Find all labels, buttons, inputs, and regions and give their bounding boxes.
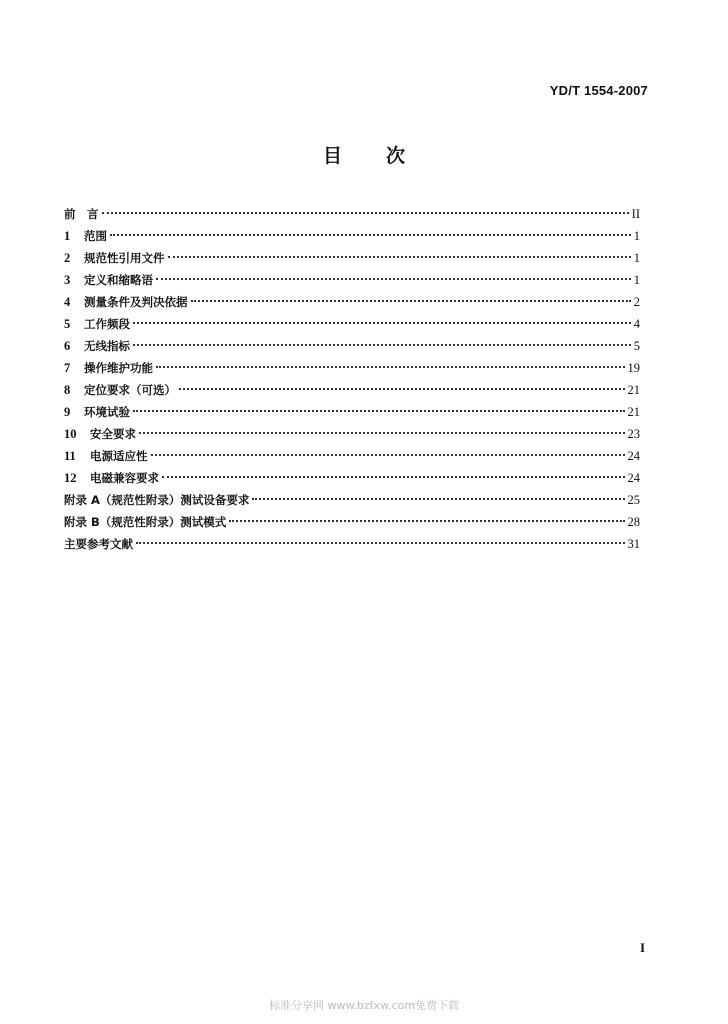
toc-entry-label: 附录 B（规范性附录）测试模式 (64, 515, 227, 529)
toc-entry-appendix-a[interactable] (64, 489, 640, 511)
toc-entry-label: 规范性引用文件 (84, 251, 165, 265)
toc-entry-number: 3 (64, 273, 71, 287)
toc-entry-page: 24 (627, 449, 640, 463)
toc-entry-page: 19 (627, 361, 640, 375)
toc-entry-page: 1 (633, 229, 640, 243)
toc-entry-page: 1 (633, 251, 640, 265)
toc-entry-page: 4 (633, 317, 640, 331)
toc-entry-10[interactable] (64, 423, 640, 445)
toc-entry-number: 10 (64, 427, 77, 441)
toc-entry-number: 8 (64, 383, 71, 397)
toc-entry-7[interactable] (64, 357, 640, 379)
toc-entry-label: 操作维护功能 (84, 361, 153, 375)
toc-entry-label: 安全要求 (90, 427, 136, 441)
table-of-contents (64, 203, 640, 555)
toc-leader-dots (168, 255, 631, 258)
toc-entry-number: 2 (64, 251, 71, 265)
toc-leader-dots (110, 233, 631, 236)
toc-entry-number: 9 (64, 405, 71, 419)
toc-leader-dots (133, 321, 631, 324)
toc-entry-page: 25 (627, 493, 640, 507)
toc-entry-page: 23 (627, 427, 640, 441)
toc-entry-page: 31 (627, 537, 640, 551)
toc-entry-number: 7 (64, 361, 71, 375)
toc-entry-page: 21 (627, 383, 640, 397)
toc-entry-label: 附录 A（规范性附录）测试设备要求 (64, 493, 250, 507)
toc-leader-dots (191, 299, 631, 302)
toc-entry-foreword[interactable] (64, 203, 640, 225)
toc-entry-page: 2 (633, 295, 640, 309)
toc-entry-appendix-b[interactable] (64, 511, 640, 533)
toc-leader-dots (136, 541, 625, 544)
toc-entry-label: 前 言 (64, 207, 99, 221)
toc-entry-label: 定义和缩略语 (84, 273, 153, 287)
toc-entry-number: 5 (64, 317, 71, 331)
toc-leader-dots (139, 431, 625, 434)
toc-entry-label: 测量条件及判决依据 (84, 295, 188, 309)
toc-entry-9[interactable] (64, 401, 640, 423)
toc-entry-page: 21 (627, 405, 640, 419)
toc-entry-label: 电源适应性 (90, 449, 148, 463)
watermark-text: 标准分享网 www.bzfxw.com免费下载 (268, 999, 460, 1012)
standard-code: YD/T 1554-2007 (549, 83, 648, 98)
toc-leader-dots (151, 453, 625, 456)
toc-entry-page: 1 (633, 273, 640, 287)
toc-leader-dots (229, 519, 624, 522)
toc-entry-references[interactable] (64, 533, 640, 555)
toc-leader-dots (252, 497, 624, 500)
toc-entry-number: 1 (64, 229, 71, 243)
toc-entry-number: 11 (64, 449, 76, 463)
toc-leader-dots (133, 343, 631, 346)
toc-entry-11[interactable] (64, 445, 640, 467)
toc-entry-number: 4 (64, 295, 71, 309)
toc-entry-number: 12 (64, 471, 77, 485)
toc-entry-label: 定位要求（可选） (84, 383, 176, 397)
title-char-2: 次 (386, 145, 406, 167)
toc-leader-dots (102, 211, 629, 214)
toc-entry-label: 主要参考文献 (64, 537, 133, 551)
toc-leader-dots (179, 387, 625, 390)
toc-entry-label: 环境试验 (84, 405, 130, 419)
toc-leader-dots (162, 475, 625, 478)
page-title (0, 141, 728, 168)
toc-entry-2[interactable] (64, 247, 640, 269)
title-char-1: 目 (322, 145, 342, 167)
toc-entry-number: 6 (64, 339, 71, 353)
toc-entry-page: 24 (627, 471, 640, 485)
toc-leader-dots (156, 277, 631, 280)
toc-entry-3[interactable] (64, 269, 640, 291)
toc-entry-page: II (631, 207, 640, 221)
toc-entry-page: 5 (633, 339, 640, 353)
toc-leader-dots (133, 409, 625, 412)
toc-entry-12[interactable] (64, 467, 640, 489)
toc-entry-label: 无线指标 (84, 339, 130, 353)
toc-entry-8[interactable] (64, 379, 640, 401)
toc-entry-label: 范围 (84, 229, 107, 243)
toc-entry-6[interactable] (64, 335, 640, 357)
toc-entry-page: 28 (627, 515, 640, 529)
toc-entry-label: 电磁兼容要求 (90, 471, 159, 485)
toc-entry-4[interactable] (64, 291, 640, 313)
toc-leader-dots (156, 365, 625, 368)
toc-entry-5[interactable] (64, 313, 640, 335)
page-number: I (639, 940, 645, 955)
toc-entry-1[interactable] (64, 225, 640, 247)
toc-entry-label: 工作频段 (84, 317, 130, 331)
